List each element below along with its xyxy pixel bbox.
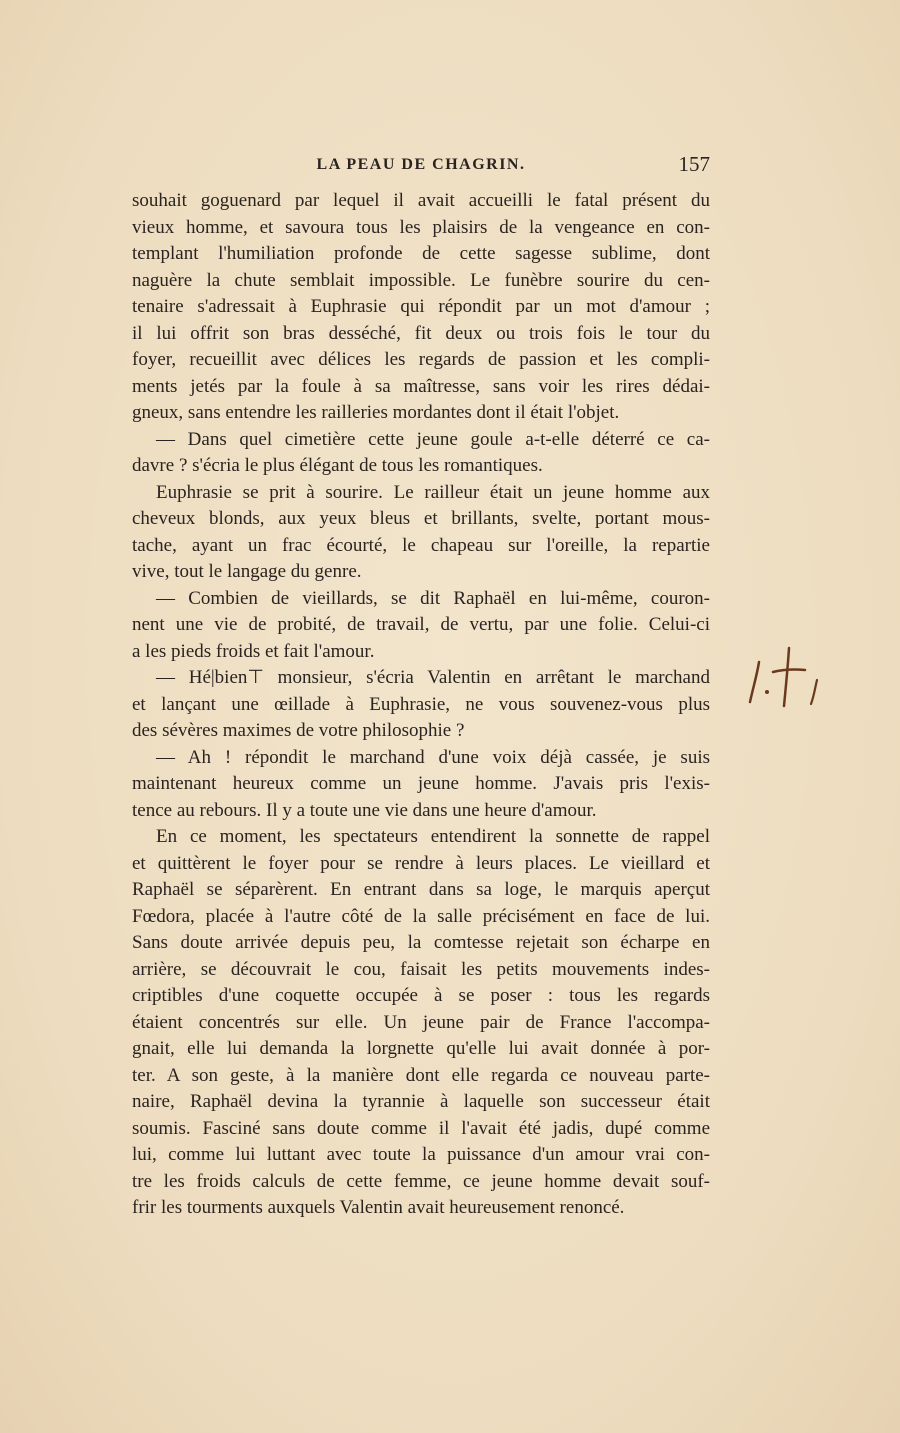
text-line: arrière, se découvrait le cou, faisait les petits mouvements indes- xyxy=(132,958,710,980)
running-title: LA PEAU DE CHAGRIN. xyxy=(316,156,526,173)
text-line: naire, Raphaël devina la tyrannie à laquelle son successeur était xyxy=(132,1091,710,1112)
text-line: — Hé|bien⊤ monsieur, s'écria Valentin en arrêtant le marchand xyxy=(156,667,710,688)
text-line: foyer, recueillit avec délices les regards de passion et les compli- xyxy=(132,349,710,370)
text-line: ments jetés par la foule à sa maîtresse, sans voir les rires dédai- xyxy=(132,375,710,397)
handwritten-margin-annotation xyxy=(745,640,835,710)
text-line: tenaire s'adressait à Euphrasie qui répondit par un mot d'amour ; xyxy=(132,296,710,317)
text-line: — Dans quel cimetière cette jeune goule a-t-elle déterré ce ca- xyxy=(156,428,710,450)
text-line: Raphaël se séparèrent. En entrant dans sa loge, le marquis aperçut xyxy=(132,879,710,900)
text-line: tache, ayant un frac écourté, le chapeau sur l'oreille, la repartie xyxy=(132,534,710,556)
text-line: tre les froids calculs de cette femme, ce jeune homme devait souf- xyxy=(132,1170,710,1192)
text-line: frir les tourments auxquels Valentin avait heureusement renoncé. xyxy=(132,1197,625,1218)
text-line: et quittèrent le foyer pour se rendre à leurs places. Le vieillard et xyxy=(132,852,710,874)
text-line: davre ? s'écria le plus élégant de tous les romantiques. xyxy=(132,455,543,476)
text-line: tence au rebours. Il y a toute une vie dans une heure d'amour. xyxy=(132,799,597,821)
page-number: 157 xyxy=(678,152,710,176)
text-line: il lui offrit son bras desséché, fit deux ou trois fois le tour du xyxy=(132,322,710,344)
text-line: gnait, elle lui demanda la lorgnette qu'elle lui avait donnée à por- xyxy=(132,1038,710,1059)
text-line: lui, comme lui luttant avec toute la puissance d'un amour vrai con- xyxy=(132,1144,710,1165)
text-line: soumis. Fasciné sans doute comme il l'avait été jadis, dupé comme xyxy=(132,1117,710,1139)
text-line: ter. A son geste, à la manière dont elle regarda ce nouveau parte- xyxy=(132,1064,710,1086)
text-line: souhait goguenard par lequel il avait accueilli le fatal présent du xyxy=(132,190,710,211)
text-line: étaient concentrés sur elle. Un jeune pair de France l'accompa- xyxy=(132,1011,710,1033)
text-line: vieux homme, et savoura tous les plaisirs de la vengeance en con- xyxy=(132,216,710,238)
text-line: Sans doute arrivée depuis peu, la comtesse rejetait son écharpe en xyxy=(132,932,710,953)
text-line: a les pieds froids et fait l'amour. xyxy=(132,640,375,662)
text-line: criptibles d'une coquette occupée à se poser : tous les regards xyxy=(132,985,710,1006)
text-line: nent une vie de probité, de travail, de vertu, par une folie. Celui-ci xyxy=(132,614,710,635)
text-line: vive, tout le langage du genre. xyxy=(132,561,362,582)
text-line: templant l'humiliation profonde de cette sagesse sublime, dont xyxy=(132,243,710,264)
text-line: naguère la chute semblait impossible. Le funèbre sourire du cen- xyxy=(132,269,710,291)
text-line: gneux, sans entendre les railleries mordantes dont il était l'objet. xyxy=(132,402,620,423)
text-line: Fœdora, placée à l'autre côté de la salle précisément en face de lui. xyxy=(132,905,710,927)
text-line: cheveux blonds, aux yeux bleus et brillants, svelte, portant mous- xyxy=(132,508,710,529)
text-line: — Ah ! répondit le marchand d'une voix déjà cassée, je suis xyxy=(156,746,710,768)
text-line: En ce moment, les spectateurs entendirent la sonnette de rappel xyxy=(156,826,710,847)
body-text xyxy=(132,188,710,1222)
running-head xyxy=(132,152,710,186)
text-line: Euphrasie se prit à sourire. Le railleur était un jeune homme aux xyxy=(156,481,710,503)
text-line: maintenant heureux comme un jeune homme. J'avais pris l'exis- xyxy=(132,773,710,794)
text-line: — Combien de vieillards, se dit Raphaël en lui-même, couron- xyxy=(156,587,710,609)
text-line: des sévères maximes de votre philosophie ? xyxy=(132,720,465,741)
text-line: et lançant une œillade à Euphrasie, ne vous souvenez-vous plus xyxy=(132,693,710,715)
